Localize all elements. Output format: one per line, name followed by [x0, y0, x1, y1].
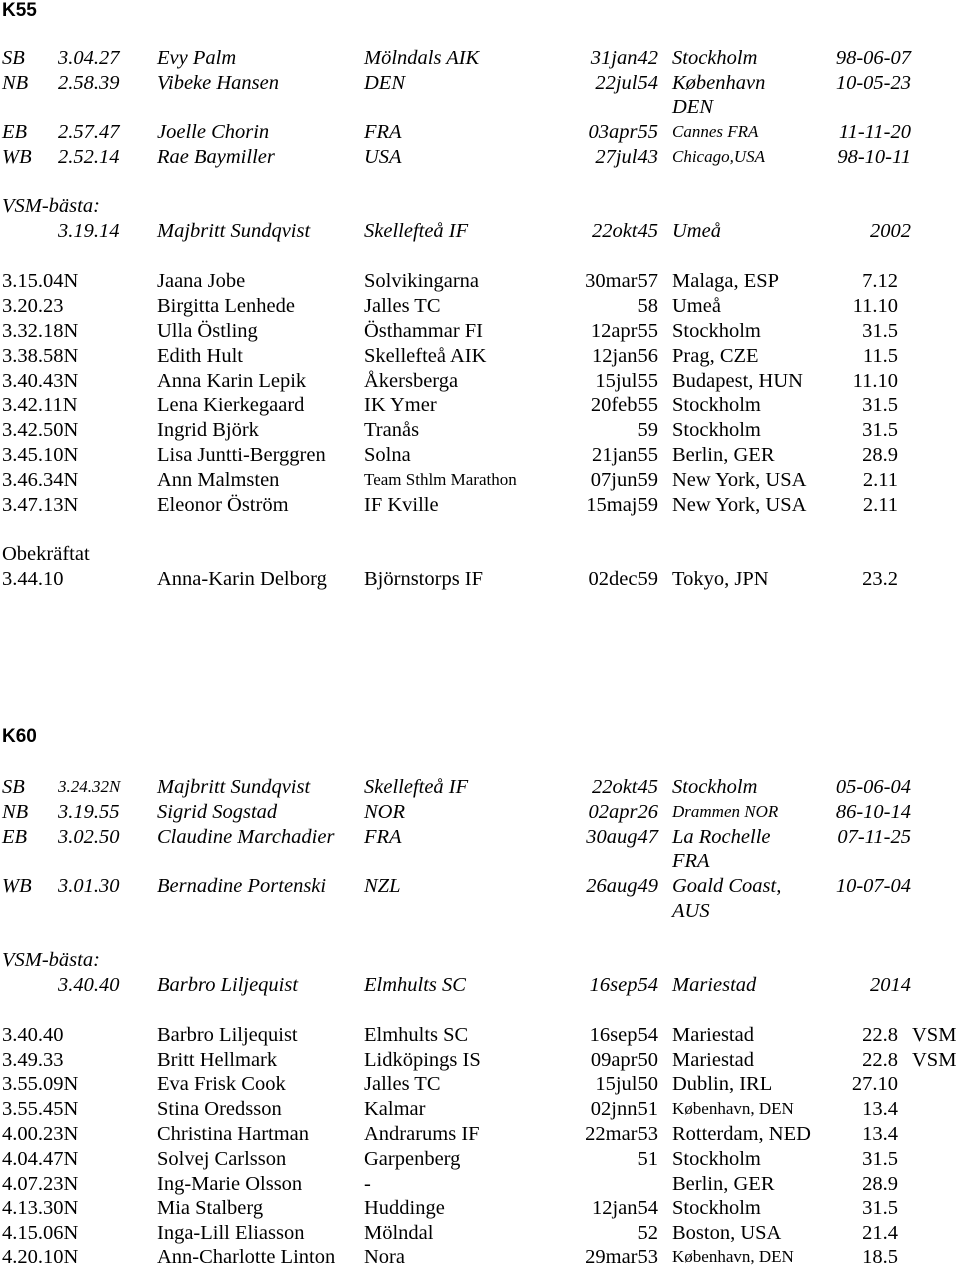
record-date: 98-06-07 [835, 47, 911, 69]
record-birthdate: 31jan42 [590, 47, 658, 69]
list-club: - [364, 1173, 371, 1195]
list-name: Anna-Karin Delborg [157, 568, 327, 590]
record-time: 3.02.50 [58, 826, 120, 848]
list-date: 31.5 [862, 1197, 898, 1219]
record-name: Majbritt Sundqvist [157, 776, 311, 798]
list-club: Team Sthlm Marathon [364, 470, 517, 489]
list-item [0, 1072, 960, 1096]
list-club: Andrarums IF [364, 1123, 480, 1145]
list-club: Solvikingarna [364, 270, 480, 292]
list-club: Björnstorps IF [364, 568, 484, 590]
list-name: Britt Hellmark [157, 1049, 278, 1071]
record-code: EB [2, 826, 28, 848]
list-date: 13.4 [862, 1098, 898, 1120]
list-place: Stockholm [672, 320, 761, 342]
list-club: Skellefteå AIK [364, 345, 487, 367]
record-place-country: AUS [672, 900, 710, 922]
list-birthdate: 22mar53 [585, 1123, 658, 1145]
list-place: Boston, USA [672, 1222, 782, 1244]
record-time: 3.24.32N [58, 777, 121, 796]
vsm-badge: VSM [912, 1024, 957, 1046]
record-place-country: FRA [672, 850, 710, 872]
list-club: Åkersberga [364, 370, 459, 392]
record-row [0, 825, 960, 849]
list-date: 31.5 [862, 320, 898, 342]
list-time: 4.20.10N [2, 1246, 79, 1268]
list-place: Malaga, ESP [672, 270, 780, 292]
list-birthdate: 52 [637, 1222, 658, 1244]
list-date: 11.10 [852, 295, 898, 317]
record-club: FRA [364, 826, 402, 848]
vsm-name: Majbritt Sundqvist [157, 220, 311, 242]
record-code: WB [2, 146, 32, 168]
record-birthdate: 30aug47 [586, 826, 658, 848]
vsm-birthdate: 22okt45 [591, 220, 658, 242]
list-club: Jalles TC [364, 1073, 441, 1095]
list-name: Mia Stalberg [157, 1197, 264, 1219]
record-birthdate: 27jul43 [595, 146, 658, 168]
list-date: 31.5 [862, 419, 898, 441]
list-item [0, 1245, 960, 1269]
list-name: Stina Oredsson [157, 1098, 282, 1120]
unconfirmed-row [0, 567, 960, 591]
list-date: 31.5 [862, 394, 898, 416]
record-name: Bernadine Portenski [157, 875, 327, 897]
list-item [0, 1048, 960, 1072]
record-date: 86-10-14 [835, 801, 911, 823]
list-club: Kalmar [364, 1098, 426, 1120]
vsm-badge: VSM [912, 1049, 957, 1071]
record-date: 11-11-20 [838, 121, 911, 143]
record-code: NB [2, 801, 29, 823]
record-name: Joelle Chorin [157, 121, 270, 143]
list-date: 7.12 [862, 270, 898, 292]
list-birthdate: 02jnn51 [590, 1098, 658, 1120]
list-time: 4.00.23N [2, 1123, 79, 1145]
vsm-place: Umeå [672, 220, 721, 242]
list-item [0, 319, 960, 343]
list-time: 3.42.50N [2, 419, 79, 441]
record-row [0, 800, 960, 824]
record-birthdate: 02apr26 [588, 801, 658, 823]
record-row-continuation [0, 849, 960, 873]
record-club: FRA [364, 121, 402, 143]
list-date: 11.10 [852, 370, 898, 392]
list-name: Birgitta Lenhede [157, 295, 295, 317]
record-code: EB [2, 121, 28, 143]
record-time: 3.19.55 [58, 801, 120, 823]
list-item [0, 418, 960, 442]
list-name: Ann Malmsten [157, 469, 280, 491]
list-birthdate: 16sep54 [589, 1024, 658, 1046]
list-place: Stockholm [672, 1197, 761, 1219]
list-club: Garpenberg [364, 1148, 461, 1170]
list-birthdate: 58 [637, 295, 658, 317]
list-time: 3.44.10 [2, 568, 64, 590]
list-place: Budapest, HUN [672, 370, 803, 392]
list-name: Ingrid Björk [157, 419, 259, 441]
list-name: Eva Frisk Cook [157, 1073, 286, 1095]
list-item [0, 493, 960, 517]
record-date: 98-10-11 [837, 146, 911, 168]
record-place-country: DEN [672, 96, 713, 118]
list-name: Edith Hult [157, 345, 243, 367]
record-code: WB [2, 875, 32, 897]
vsm-year: 2002 [870, 220, 911, 242]
record-place: Cannes FRA [672, 122, 759, 141]
list-name: Inga-Lill Eliasson [157, 1222, 305, 1244]
list-date: 2.11 [862, 469, 898, 491]
list-item [0, 443, 960, 467]
vsm-name: Barbro Liljequist [157, 974, 299, 996]
section-title-k55: K55 [2, 0, 37, 21]
record-place: København [672, 72, 766, 94]
list-birthdate: 15jul55 [595, 370, 658, 392]
list-name: Solvej Carlsson [157, 1148, 287, 1170]
list-date: 28.9 [862, 1173, 898, 1195]
list-time: 3.32.18N [2, 320, 79, 342]
record-date: 05-06-04 [835, 776, 911, 798]
list-item [0, 1172, 960, 1196]
list-place: Umeå [672, 295, 721, 317]
vsm-club: Skellefteå IF [364, 220, 469, 242]
list-time: 3.47.13N [2, 494, 79, 516]
list-place: Tokyo, JPN [672, 568, 769, 590]
list-date: 11.5 [862, 345, 898, 367]
list-club: Lidköpings IS [364, 1049, 481, 1071]
list-place: København, DEN [672, 1099, 794, 1118]
list-name: Ing-Marie Olsson [157, 1173, 303, 1195]
record-place: Goald Coast, [672, 875, 782, 897]
record-time: 2.57.47 [58, 121, 120, 143]
list-place: København, DEN [672, 1247, 794, 1266]
record-birthdate: 22jul54 [595, 72, 658, 94]
list-name: Barbro Liljequist [157, 1024, 298, 1046]
record-row [0, 145, 960, 169]
record-club: NOR [364, 801, 405, 823]
list-birthdate: 15maj59 [586, 494, 658, 516]
list-item [0, 1097, 960, 1121]
list-item [0, 294, 960, 318]
list-time: 3.40.43N [2, 370, 79, 392]
vsm-label: VSM-bästa: [2, 195, 100, 217]
record-code: SB [2, 776, 25, 798]
list-club: Östhammar FI [364, 320, 483, 342]
list-place: New York, USA [672, 469, 807, 491]
list-name: Christina Hartman [157, 1123, 310, 1145]
vsm-label: VSM-bästa: [2, 949, 100, 971]
list-club: IF Kville [364, 494, 439, 516]
record-row [0, 120, 960, 144]
list-time: 4.07.23N [2, 1173, 79, 1195]
list-name: Lena Kierkegaard [157, 394, 305, 416]
list-name: Ann-Charlotte Linton [157, 1246, 336, 1268]
list-time: 3.20.23 [2, 295, 64, 317]
list-place: Dublin, IRL [672, 1073, 773, 1095]
record-name: Sigrid Sogstad [157, 801, 278, 823]
list-item [0, 468, 960, 492]
list-item [0, 344, 960, 368]
list-place: Stockholm [672, 419, 761, 441]
list-name: Anna Karin Lepik [157, 370, 307, 392]
list-club: Mölndal [364, 1222, 434, 1244]
list-date: 2.11 [862, 494, 898, 516]
list-club: Jalles TC [364, 295, 441, 317]
list-name: Eleonor Öström [157, 494, 289, 516]
vsm-time: 3.19.14 [58, 220, 120, 242]
list-time: 4.13.30N [2, 1197, 79, 1219]
list-birthdate: 51 [637, 1148, 658, 1170]
record-name: Rae Baymiller [157, 146, 275, 168]
list-time: 3.49.33 [2, 1049, 64, 1071]
record-birthdate: 26aug49 [586, 875, 658, 897]
record-row [0, 775, 960, 799]
record-name: Claudine Marchadier [157, 826, 335, 848]
record-place: Drammen NOR [672, 802, 779, 821]
record-club: USA [364, 146, 402, 168]
record-birthdate: 03apr55 [588, 121, 658, 143]
record-row-continuation [0, 899, 960, 923]
list-time: 3.46.34N [2, 469, 79, 491]
record-place: Chicago,USA [672, 147, 766, 166]
vsm-row [0, 219, 960, 243]
list-club: Nora [364, 1246, 405, 1268]
list-club: Solna [364, 444, 411, 466]
list-club: Elmhults SC [364, 1024, 469, 1046]
list-time: 3.45.10N [2, 444, 79, 466]
record-birthdate: 22okt45 [591, 776, 658, 798]
list-date: 21.4 [862, 1222, 898, 1244]
list-date: 18.5 [862, 1246, 898, 1268]
list-birthdate: 15jul50 [595, 1073, 658, 1095]
list-place: Prag, CZE [672, 345, 759, 367]
list-birthdate: 59 [637, 419, 658, 441]
list-time: 3.38.58N [2, 345, 79, 367]
section-title-k60: K60 [2, 726, 37, 747]
list-item [0, 1023, 960, 1047]
vsm-place: Mariestad [672, 974, 757, 996]
record-time: 3.04.27 [58, 47, 120, 69]
vsm-year: 2014 [870, 974, 911, 996]
list-item [0, 393, 960, 417]
record-date: 07-11-25 [837, 826, 911, 848]
record-club: Mölndals AIK [364, 47, 480, 69]
list-place: Mariestad [672, 1049, 754, 1071]
list-item [0, 1147, 960, 1171]
record-row-continuation [0, 95, 960, 119]
list-item [0, 269, 960, 293]
list-date: 13.4 [862, 1123, 898, 1145]
list-place: Stockholm [672, 1148, 761, 1170]
record-row [0, 874, 960, 898]
list-birthdate: 07jun59 [590, 469, 658, 491]
list-name: Ulla Östling [157, 320, 258, 342]
list-birthdate: 20feb55 [590, 394, 658, 416]
list-place: New York, USA [672, 494, 807, 516]
list-time: 3.40.40 [2, 1024, 64, 1046]
record-time: 2.58.39 [58, 72, 120, 94]
list-club: Tranås [364, 419, 420, 441]
vsm-time: 3.40.40 [58, 974, 120, 996]
list-item [0, 1122, 960, 1146]
list-date: 22.8 [862, 1049, 898, 1071]
list-name: Lisa Juntti-Berggren [157, 444, 326, 466]
list-name: Jaana Jobe [157, 270, 246, 292]
list-place: Mariestad [672, 1024, 754, 1046]
list-date: 28.9 [862, 444, 898, 466]
record-code: NB [2, 72, 29, 94]
list-place: Berlin, GER [672, 444, 775, 466]
list-item [0, 1221, 960, 1245]
list-time: 4.15.06N [2, 1222, 79, 1244]
list-date: 23.2 [862, 568, 898, 590]
record-row [0, 46, 960, 70]
record-place: Stockholm [672, 776, 758, 798]
list-time: 4.04.47N [2, 1148, 79, 1170]
list-birthdate: 12jan54 [591, 1197, 658, 1219]
list-birthdate: 21jan55 [591, 444, 658, 466]
record-club: Skellefteå IF [364, 776, 469, 798]
record-date: 10-05-23 [835, 72, 911, 94]
list-birthdate: 30mar57 [585, 270, 658, 292]
record-date: 10-07-04 [835, 875, 911, 897]
record-time: 2.52.14 [58, 146, 120, 168]
list-item [0, 369, 960, 393]
list-birthdate: 09apr50 [590, 1049, 658, 1071]
list-place: Rotterdam, NED [672, 1123, 811, 1145]
record-place: Stockholm [672, 47, 758, 69]
list-time: 3.55.45N [2, 1098, 79, 1120]
record-time: 3.01.30 [58, 875, 120, 897]
record-code: SB [2, 47, 25, 69]
list-date: 27.10 [851, 1073, 898, 1095]
unconfirmed-label: Obekräftat [2, 543, 90, 565]
vsm-birthdate: 16sep54 [589, 974, 658, 996]
list-club: Huddinge [364, 1197, 445, 1219]
record-place: La Rochelle [672, 826, 771, 848]
list-time: 3.55.09N [2, 1073, 79, 1095]
record-name: Evy Palm [157, 47, 237, 69]
record-row [0, 71, 960, 95]
list-time: 3.42.11N [2, 394, 78, 416]
list-birthdate: 29mar53 [585, 1246, 658, 1268]
list-item [0, 1196, 960, 1220]
list-birthdate: 12jan56 [591, 345, 658, 367]
vsm-club: Elmhults SC [364, 974, 466, 996]
record-club: DEN [364, 72, 405, 94]
list-place: Stockholm [672, 394, 761, 416]
record-name: Vibeke Hansen [157, 72, 279, 94]
list-club: IK Ymer [364, 394, 437, 416]
record-club: NZL [364, 875, 401, 897]
list-place: Berlin, GER [672, 1173, 775, 1195]
list-birthdate: 12apr55 [590, 320, 658, 342]
list-birthdate: 02dec59 [588, 568, 658, 590]
list-date: 31.5 [862, 1148, 898, 1170]
list-time: 3.15.04N [2, 270, 79, 292]
vsm-row [0, 973, 960, 997]
list-date: 22.8 [862, 1024, 898, 1046]
